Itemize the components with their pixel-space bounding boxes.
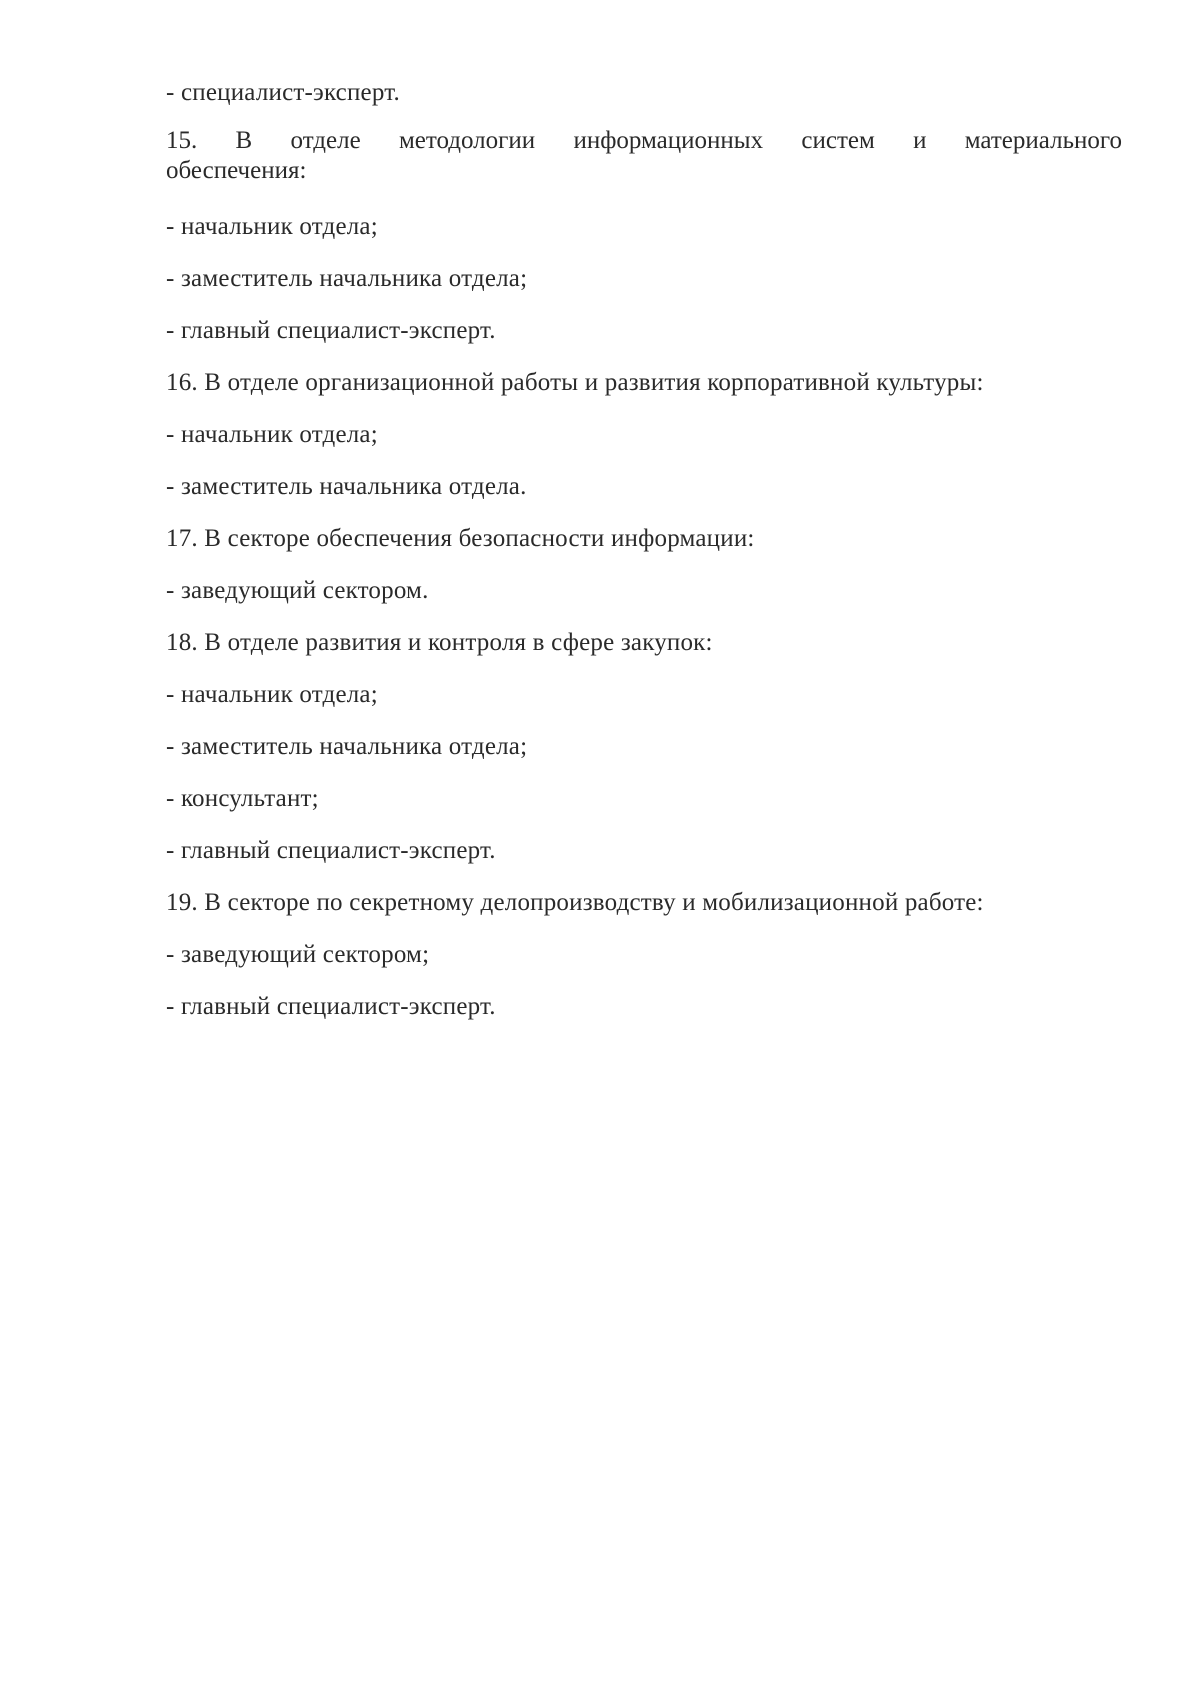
list-item: - заведующий сектором; — [166, 941, 430, 968]
section-heading-15-line-2: обеспечения: — [166, 157, 307, 184]
list-item: - заведующий сектором. — [166, 577, 429, 604]
list-item: - заместитель начальника отдела; — [166, 265, 528, 292]
section-heading-15 — [166, 126, 1122, 186]
list-item: - начальник отдела; — [166, 421, 378, 448]
list-item: - консультант; — [166, 785, 319, 812]
section-heading-19: 19. В секторе по секретному делопроизводству и мобилизационной работе: — [166, 889, 984, 916]
list-item: - начальник отдела; — [166, 213, 378, 240]
list-item: - начальник отдела; — [166, 681, 378, 708]
section-heading-18: 18. В отделе развития и контроля в сфере закупок: — [166, 629, 713, 656]
section-heading-17: 17. В секторе обеспечения безопасности информации: — [166, 525, 755, 552]
list-item: - заместитель начальника отдела. — [166, 473, 527, 500]
section-heading-16: 16. В отделе организационной работы и развития корпоративной культуры: — [166, 369, 984, 396]
list-item: - главный специалист-эксперт. — [166, 837, 496, 864]
list-item: - главный специалист-эксперт. — [166, 993, 496, 1020]
section-heading-15-line-1: 15. В отделе методологии информационных систем и материального — [166, 127, 1122, 154]
list-item: - главный специалист-эксперт. — [166, 317, 496, 344]
list-item: - заместитель начальника отдела; — [166, 733, 528, 760]
list-item: - специалист-эксперт. — [166, 79, 400, 106]
